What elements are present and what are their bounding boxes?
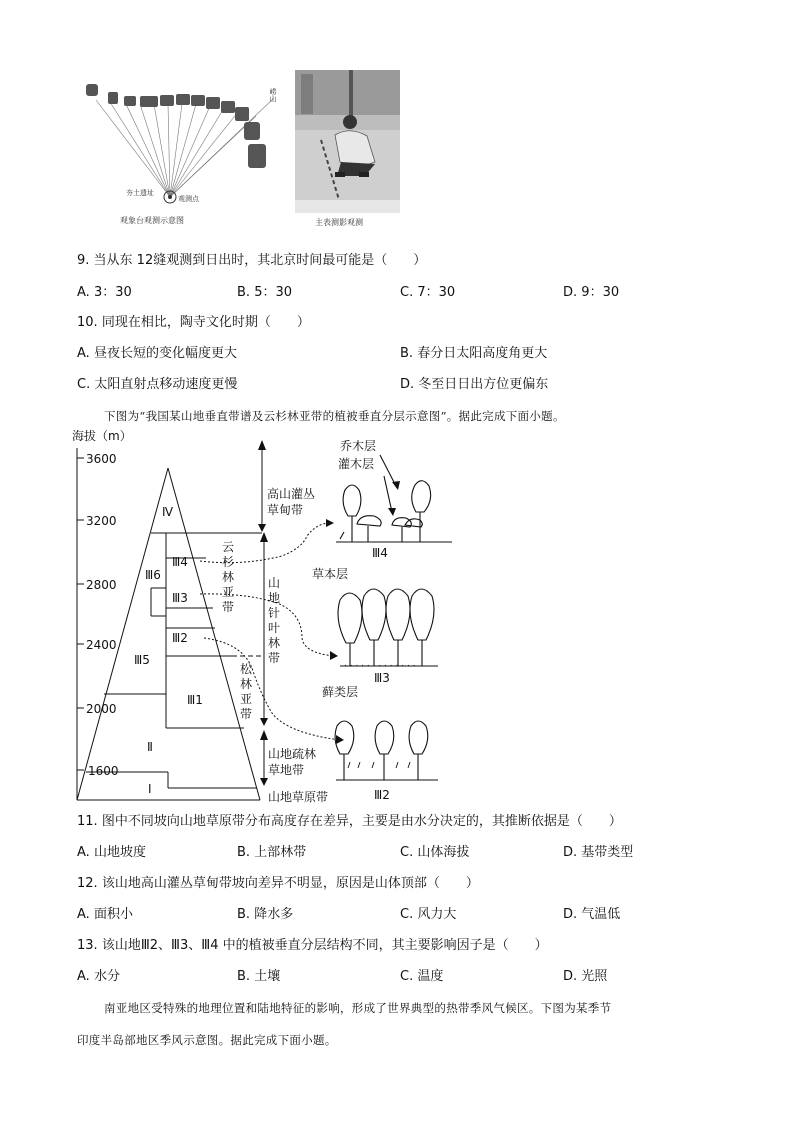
tick-label: 2000 [86,702,117,716]
question-number: 10. [77,315,98,330]
option-text: 9：30 [581,285,620,300]
option-text: 温度 [417,969,444,984]
gnomon-photo [295,70,400,213]
option-text: 5：30 [254,285,293,300]
option-letter: B. [400,346,414,361]
option-letter: B. [237,285,251,300]
zone-iv: Ⅳ [162,505,174,519]
option-text: 土壤 [254,969,281,984]
tick-label: 3200 [86,514,117,528]
panel-iii3: Ⅲ3 [374,671,390,685]
option-text: 风力大 [417,907,457,922]
layer-tree: 乔木层 [340,439,377,453]
option-letter: A. [77,285,90,300]
option-letter: B. [237,907,251,922]
option-11a[interactable] [77,845,146,861]
point-label: 观测点 [178,195,199,203]
option-letter: C. [400,285,414,300]
question-number: 9. [77,253,90,268]
option-10b[interactable] [400,346,547,362]
option-text: 昼夜长短的变化幅度更大 [93,346,237,361]
question-stem: 图中不同坡向山地草原带分布高度存在差异，主要是由水分决定的，其推断依据是（ ） [101,814,622,829]
belt-sparse-2: 草地带 [268,763,305,777]
option-10d[interactable] [400,377,548,393]
axis-title: 海拔（m） [72,429,132,443]
question-number: 13. [77,938,98,953]
option-letter: B. [237,845,251,860]
option-letter: A. [77,346,90,361]
belt-alpine-1: 高山灌丛 [267,487,316,501]
layer-shrub: 灌木层 [338,457,375,471]
svg-text:. . . . . . . . . . . . .: . . . . . . . . . . . . . [344,659,416,669]
question-12 [77,876,479,892]
gnomon-figure [295,70,400,230]
zone-iii4: Ⅲ4 [172,555,188,569]
option-letter: A. [77,969,90,984]
question-stem: 当从东 12缝观测到日出时，其北京时间最可能是（ ） [93,253,427,268]
subbelt-spruce: 云杉林亚带 [222,540,235,614]
option-text: 山体海拔 [417,845,470,860]
zone-iii3: Ⅲ3 [172,591,188,605]
question-13 [77,938,548,954]
tick-label: 2800 [86,578,117,592]
intro-paragraph-2-line2: 印度半岛部地区季风示意图。据此完成下面小题。 [77,1033,337,1047]
option-12d[interactable] [563,907,620,923]
option-text: 春分日太阳高度角更大 [417,346,548,361]
option-9d[interactable] [563,285,619,301]
intro-paragraph-1: 下图为“我国某山地垂直带谱及云杉林亚带的植被垂直分层示意图”。据此完成下面小题。 [104,409,565,423]
tick-label: 3600 [86,452,117,466]
question-number: 11. [77,814,98,829]
option-text: 上部林带 [254,845,307,860]
belt-conifer: 山地针叶林带 [268,576,281,665]
relic-label: 夯土遗址 [126,189,154,197]
option-9a[interactable] [77,285,132,301]
gnomon-caption: 主表测影观测 [315,218,363,227]
option-letter: C. [400,907,414,922]
question-number: 12. [77,876,98,891]
panel-iii2: Ⅲ2 [374,788,390,802]
zone-iii5: Ⅲ5 [134,653,150,667]
zone-iii1: Ⅲ1 [187,693,203,707]
option-letter: D. [563,907,578,922]
option-text: 基带类型 [581,845,634,860]
option-12a[interactable] [77,907,133,923]
option-11c[interactable] [400,845,469,861]
question-stem: 该山地Ⅲ2、Ⅲ3、Ⅲ4 中的植被垂直分层结构不同，其主要影响因子是（ ） [101,938,548,953]
option-13b[interactable] [237,969,280,985]
zone-i: Ⅰ [148,782,152,796]
belt-alpine-2: 草甸带 [267,503,304,517]
question-9 [77,253,426,269]
option-13c[interactable] [400,969,443,985]
option-text: 面积小 [93,907,133,922]
option-text: 7：30 [417,285,456,300]
option-letter: A. [77,907,90,922]
option-text: 水分 [93,969,120,984]
peak-label: 崂山 [269,88,277,102]
tick-label: 1600 [88,764,119,778]
option-text: 3：30 [93,285,132,300]
mountain-diagram [72,428,452,806]
option-9c[interactable] [400,285,455,301]
observatory-sketch [78,70,283,230]
option-letter: C. [400,969,414,984]
option-letter: D. [563,969,578,984]
option-10a[interactable] [77,346,237,362]
option-text: 降水多 [254,907,294,922]
option-13a[interactable] [77,969,120,985]
option-letter: B. [237,969,251,984]
option-12c[interactable] [400,907,456,923]
question-11 [77,814,622,830]
question-stem: 该山地高山灌丛草甸带坡向差异不明显，原因是山体顶部（ ） [101,876,479,891]
option-text: 山地坡度 [93,845,146,860]
option-letter: D. [400,377,415,392]
option-text: 冬至日日出方位更偏东 [418,377,549,392]
belt-steppe: 山地草原带 [268,790,329,804]
belt-sparse-1: 山地疏林 [268,747,317,761]
question-stem: 同现在相比，陶寺文化时期（ ） [101,315,310,330]
option-letter: D. [563,285,578,300]
observatory-caption: 观象台观测示意图 [120,216,184,225]
option-letter: C. [77,377,91,392]
observatory-figure [78,70,283,230]
option-9b[interactable] [237,285,292,301]
layer-moss: 藓类层 [322,685,359,699]
option-10c[interactable] [77,377,237,393]
option-13d[interactable] [563,969,607,985]
option-letter: D. [563,845,578,860]
zone-iii2: Ⅲ2 [172,631,188,645]
option-letter: A. [77,845,90,860]
subbelt-pine: 松林亚带 [240,662,253,721]
zone-ii: Ⅱ [147,740,153,754]
question-10 [77,315,310,331]
tick-label: 2400 [86,638,117,652]
option-text: 太阳直射点移动速度更慢 [94,377,238,392]
layer-herb: 草本层 [312,567,349,581]
zone-iii6: Ⅲ6 [145,568,161,582]
option-12b[interactable] [237,907,293,923]
panel-iii4: Ⅲ4 [372,546,388,560]
option-11d[interactable] [563,845,633,861]
option-text: 光照 [581,969,608,984]
option-text: 气温低 [581,907,621,922]
mountain-diagram-svg [72,428,452,806]
option-letter: C. [400,845,414,860]
option-11b[interactable] [237,845,306,861]
intro-paragraph-2-line1: 南亚地区受特殊的地理位置和陆地特征的影响，形成了世界典型的热带季风气候区。下图为某季节 [104,1001,612,1015]
